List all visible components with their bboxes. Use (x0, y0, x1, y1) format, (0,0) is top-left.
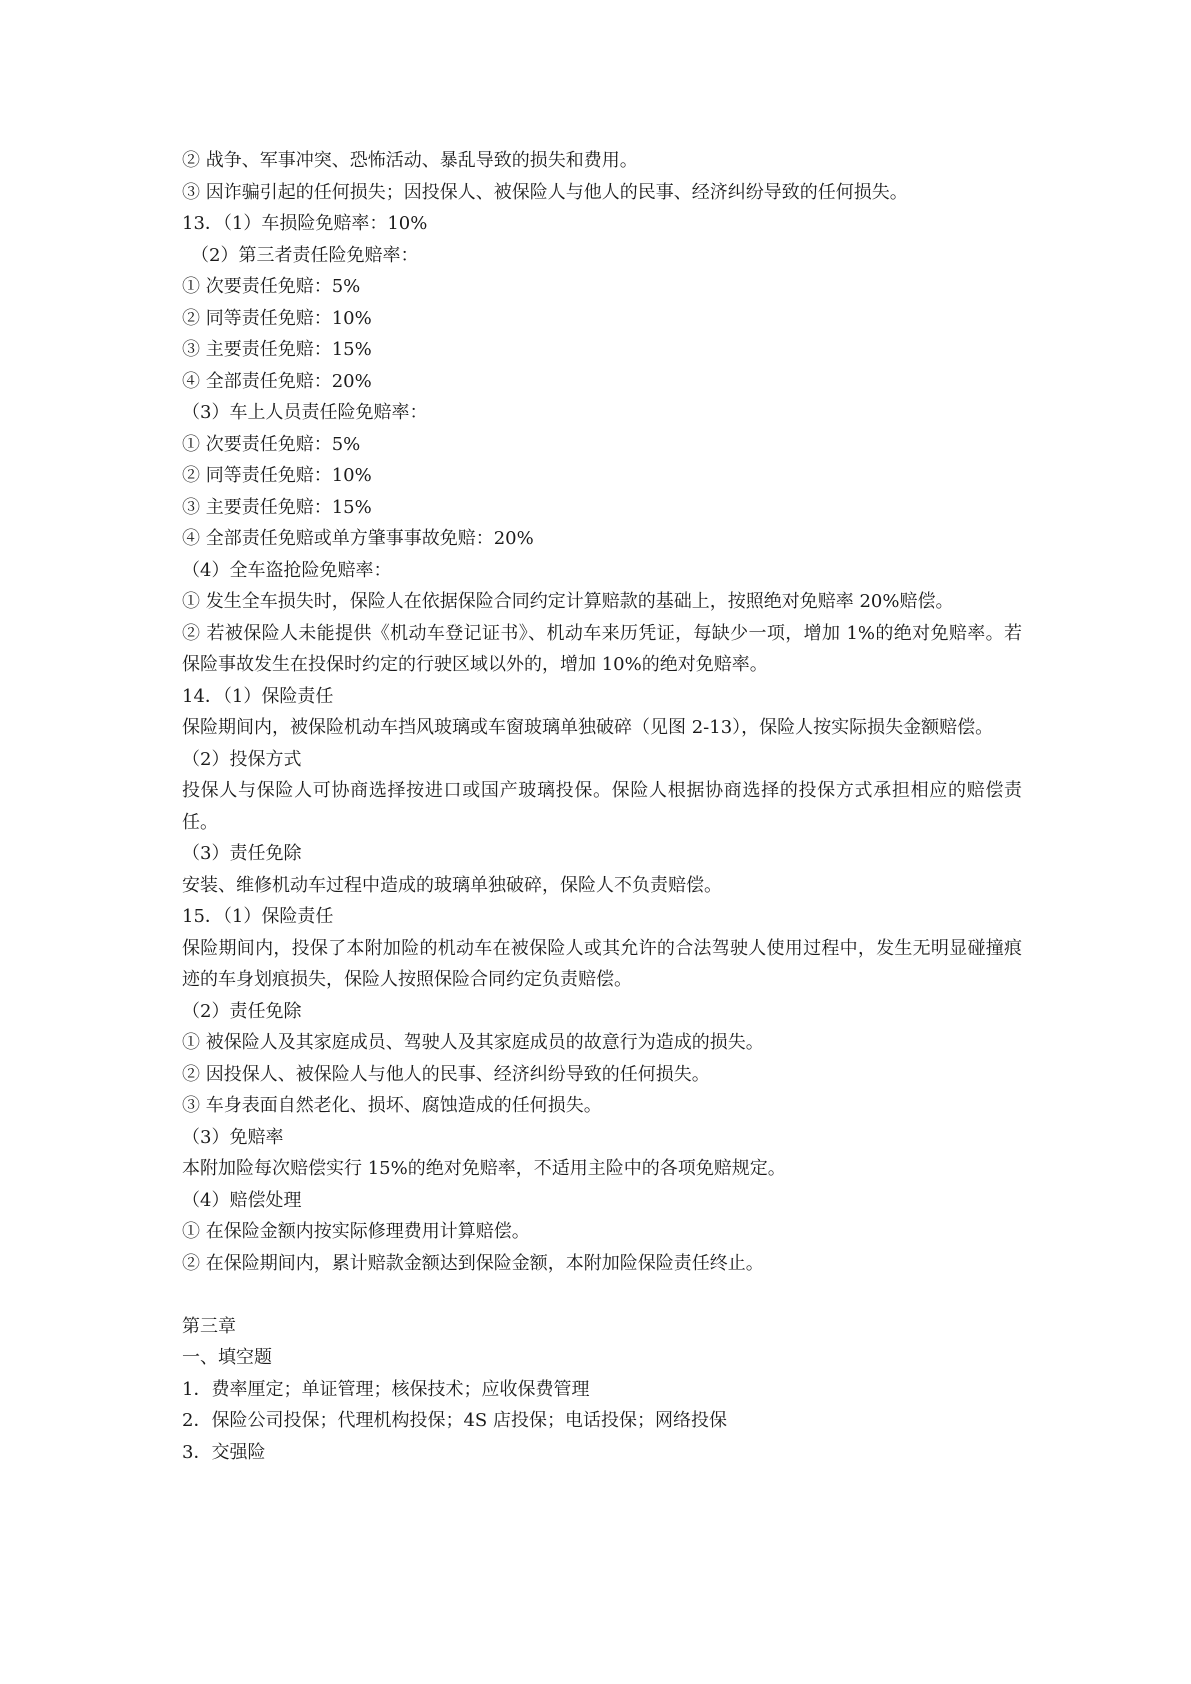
text-line: （2）投保方式 (182, 748, 302, 770)
text-line: ① 发生全车损失时，保险人在依据保险合同约定计算赔款的基础上，按照绝对免赔率 20%赔偿。 (182, 591, 954, 612)
text-line: 保险期间内，被保险机动车挡风玻璃或车窗玻璃单独破碎（见图 2-13），保险人按实际损失金额赔偿。 (182, 717, 994, 738)
text-line: （2）责任免除 (182, 1000, 302, 1022)
text-line: 本附加险每次赔偿实行 15%的绝对免赔率，不适用主险中的各项免赔规定。 (182, 1158, 786, 1179)
text-line: ② 在保险期间内，累计赔款金额达到保险金额，本附加险保险责任终止。 (182, 1252, 764, 1274)
text-line: ④ 全部责任免赔：20% (182, 370, 372, 392)
text-line: （3）车上人员责任险免赔率： (182, 402, 428, 423)
text-line: ④ 全部责任免赔或单方肇事事故免赔：20% (182, 528, 534, 549)
text-line: ① 被保险人及其家庭成员、驾驶人及其家庭成员的故意行为造成的损失。 (182, 1032, 764, 1053)
text-line: 1．费率厘定；单证管理；核保技术；应收保费管理 (182, 1378, 590, 1400)
text-line: 15．（1）保险责任 (182, 906, 334, 927)
text-line: ③ 车身表面自然老化、损坏、腐蚀造成的任何损失。 (182, 1095, 602, 1116)
text-line: ② 若被保险人未能提供《机动车登记证书》、机动车来历凭证，每缺少一项，增加 1%的绝对免赔率。若保险事故发生在投保时约定的行驶区域以外的，增加 10%的绝对免赔率。 (182, 622, 1022, 675)
text-line: 13．（1）车损险免赔率：10% (182, 213, 428, 234)
text-line: ③ 主要责任免赔：15% (182, 496, 372, 518)
text-line: （4）赔偿处理 (182, 1189, 302, 1211)
text-line: 安装、维修机动车过程中造成的玻璃单独破碎，保险人不负责赔偿。 (182, 874, 722, 896)
text-line: ① 在保险金额内按实际修理费用计算赔偿。 (182, 1221, 530, 1242)
text-line: （3）责任免除 (182, 843, 302, 864)
text-line: ② 因投保人、被保险人与他人的民事、经济纠纷导致的任何损失。 (182, 1063, 710, 1085)
text-line: ① 次要责任免赔：5% (182, 433, 361, 455)
chapter-heading: 第三章 (182, 1315, 236, 1337)
text-line: 投保人与保险人可协商选择按进口或国产玻璃投保。保险人根据协商选择的投保方式承担相应的赔偿责任。 (182, 780, 1022, 833)
text-line: 2．保险公司投保；代理机构投保；4S 店投保；电话投保；网络投保 (182, 1410, 727, 1431)
text-line: 3．交强险 (182, 1441, 266, 1463)
text-line: （4）全车盗抢险免赔率： (182, 559, 392, 581)
blank-line (182, 1279, 1022, 1311)
text-line: ② 同等责任免赔：10% (182, 465, 372, 486)
text-line: ② 战争、军事冲突、恐怖活动、暴乱导致的损失和费用。 (182, 150, 638, 171)
text-line: 保险期间内，投保了本附加险的机动车在被保险人或其允许的合法驾驶人使用过程中，发生无明显碰撞痕迹的车身划痕损失，保险人按照保险合同约定负责赔偿。 (182, 937, 1022, 990)
text-line: （3）免赔率 (182, 1126, 284, 1148)
text-line: 14．（1）保险责任 (182, 685, 334, 707)
text-line: ① 次要责任免赔：5% (182, 276, 361, 297)
text-line: ③ 因诈骗引起的任何损失；因投保人、被保险人与他人的民事、经济纠纷导致的任何损失。 (182, 181, 908, 203)
section-heading: 一、填空题 (182, 1347, 272, 1368)
text-line: ② 同等责任免赔：10% (182, 307, 372, 329)
text-line: （2）第三者责任险免赔率： (191, 244, 419, 266)
text-line: ③ 主要责任免赔：15% (182, 339, 372, 360)
document-page (182, 145, 1022, 1468)
